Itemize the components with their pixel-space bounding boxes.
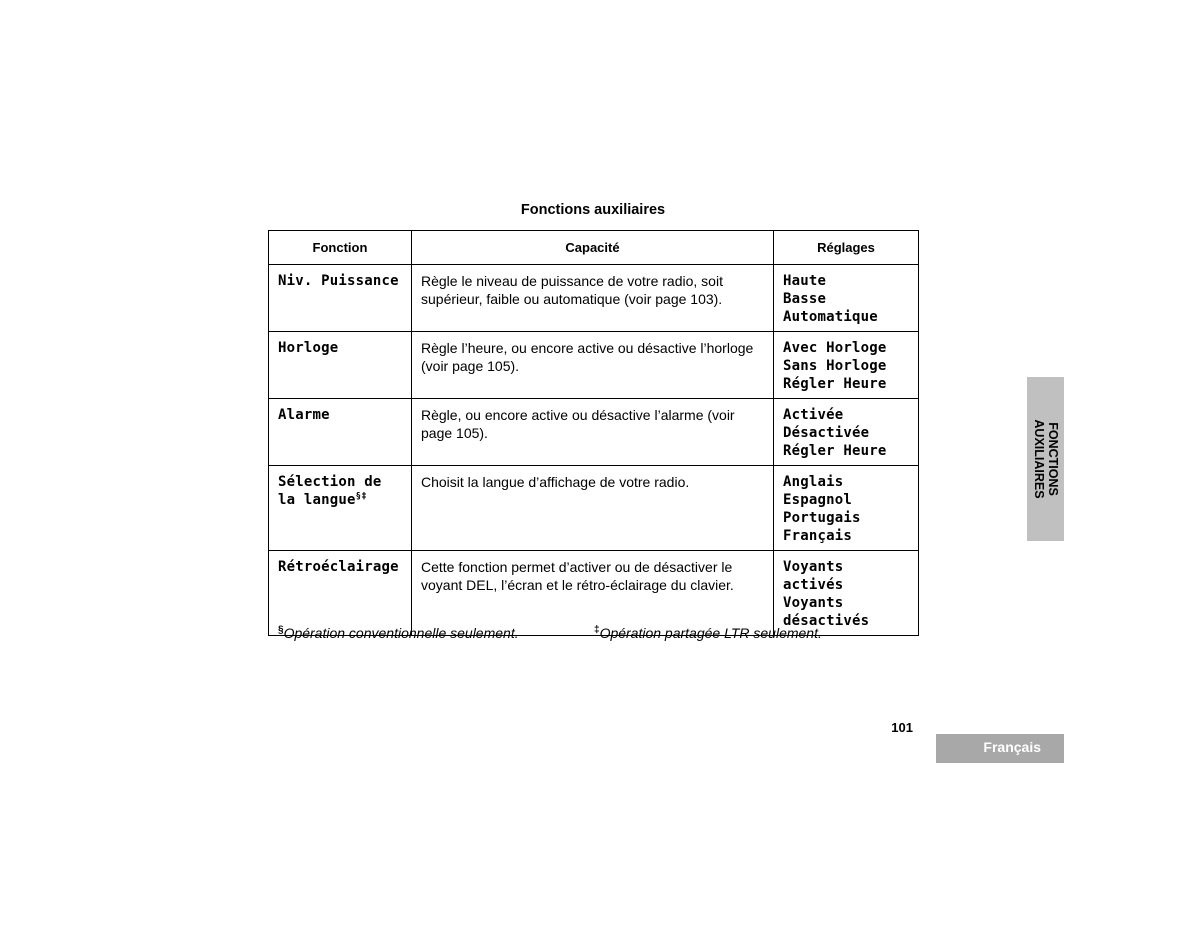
language-tab-label: Français xyxy=(983,739,1041,755)
table-header-row xyxy=(269,231,919,265)
setting-option: Régler Heure xyxy=(783,443,887,459)
capacity-cell: Règle le niveau de puissance de votre radio, soit supérieur, faible ou automatique (voir page 103). xyxy=(412,265,774,332)
section-tab xyxy=(1027,377,1064,541)
capacity-cell: Cette fonction permet d’activer ou de désactiver le voyant DEL, l’écran et le rétro-éclairage du clavier. xyxy=(412,551,774,636)
table-row xyxy=(269,551,919,636)
setting-option: Voyants activés xyxy=(783,559,844,593)
footnote-symbol: § xyxy=(278,624,284,636)
function-cell xyxy=(269,265,412,332)
page-number: 101 xyxy=(891,720,913,735)
function-name: Alarme xyxy=(278,407,330,423)
table-row xyxy=(269,466,919,551)
setting-option: Automatique xyxy=(783,309,878,325)
function-name: Horloge xyxy=(278,340,339,356)
setting-option: Activée xyxy=(783,407,844,423)
language-tab xyxy=(936,734,1064,763)
settings-cell xyxy=(774,466,919,551)
section-tab-line: FONCTIONS xyxy=(1045,422,1060,496)
setting-option: Espagnol xyxy=(783,492,853,508)
setting-option: Voyants désactivés xyxy=(783,595,870,629)
footnote-symbol: ‡ xyxy=(594,624,600,636)
function-name: Niv. Puissance xyxy=(278,273,399,289)
capacity-cell: Choisit la langue d’affichage de votre radio. xyxy=(412,466,774,551)
footnote-ltr xyxy=(594,625,822,641)
section-tab-label xyxy=(1032,377,1060,541)
settings-cell xyxy=(774,551,919,636)
setting-option: Basse xyxy=(783,291,827,307)
setting-option: Français xyxy=(783,528,853,544)
function-cell xyxy=(269,332,412,399)
setting-option: Haute xyxy=(783,273,827,289)
section-tab-line: AUXILIAIRES xyxy=(1031,419,1046,499)
function-cell xyxy=(269,466,412,551)
setting-option: Avec Horloge xyxy=(783,340,887,356)
table-row xyxy=(269,332,919,399)
setting-option: Portugais xyxy=(783,510,861,526)
table-row xyxy=(269,265,919,332)
column-header-function: Fonction xyxy=(269,231,412,265)
settings-cell xyxy=(774,265,919,332)
setting-option: Désactivée xyxy=(783,425,870,441)
setting-option: Anglais xyxy=(783,474,844,490)
function-name: Rétroéclairage xyxy=(278,559,399,575)
column-header-capacity: Capacité xyxy=(412,231,774,265)
footnote-marks: §‡ xyxy=(355,491,367,502)
capacity-cell: Règle l’heure, ou encore active ou désactive l’horloge (voir page 105). xyxy=(412,332,774,399)
footnote-text: Opération partagée LTR seulement. xyxy=(599,625,822,641)
setting-option: Sans Horloge xyxy=(783,358,887,374)
footnote-text: Opération conventionnelle seulement. xyxy=(283,625,519,641)
auxiliary-functions-table xyxy=(268,230,919,636)
function-cell xyxy=(269,399,412,466)
function-name: Sélection de la langue xyxy=(278,474,382,508)
column-header-settings: Réglages xyxy=(774,231,919,265)
footnote-conventional xyxy=(278,625,519,641)
capacity-cell: Règle, ou encore active ou désactive l’alarme (voir page 105). xyxy=(412,399,774,466)
function-cell xyxy=(269,551,412,636)
table-row xyxy=(269,399,919,466)
table-title: Fonctions auxiliaires xyxy=(520,202,666,218)
setting-option: Régler Heure xyxy=(783,376,887,392)
settings-cell xyxy=(774,399,919,466)
settings-cell xyxy=(774,332,919,399)
